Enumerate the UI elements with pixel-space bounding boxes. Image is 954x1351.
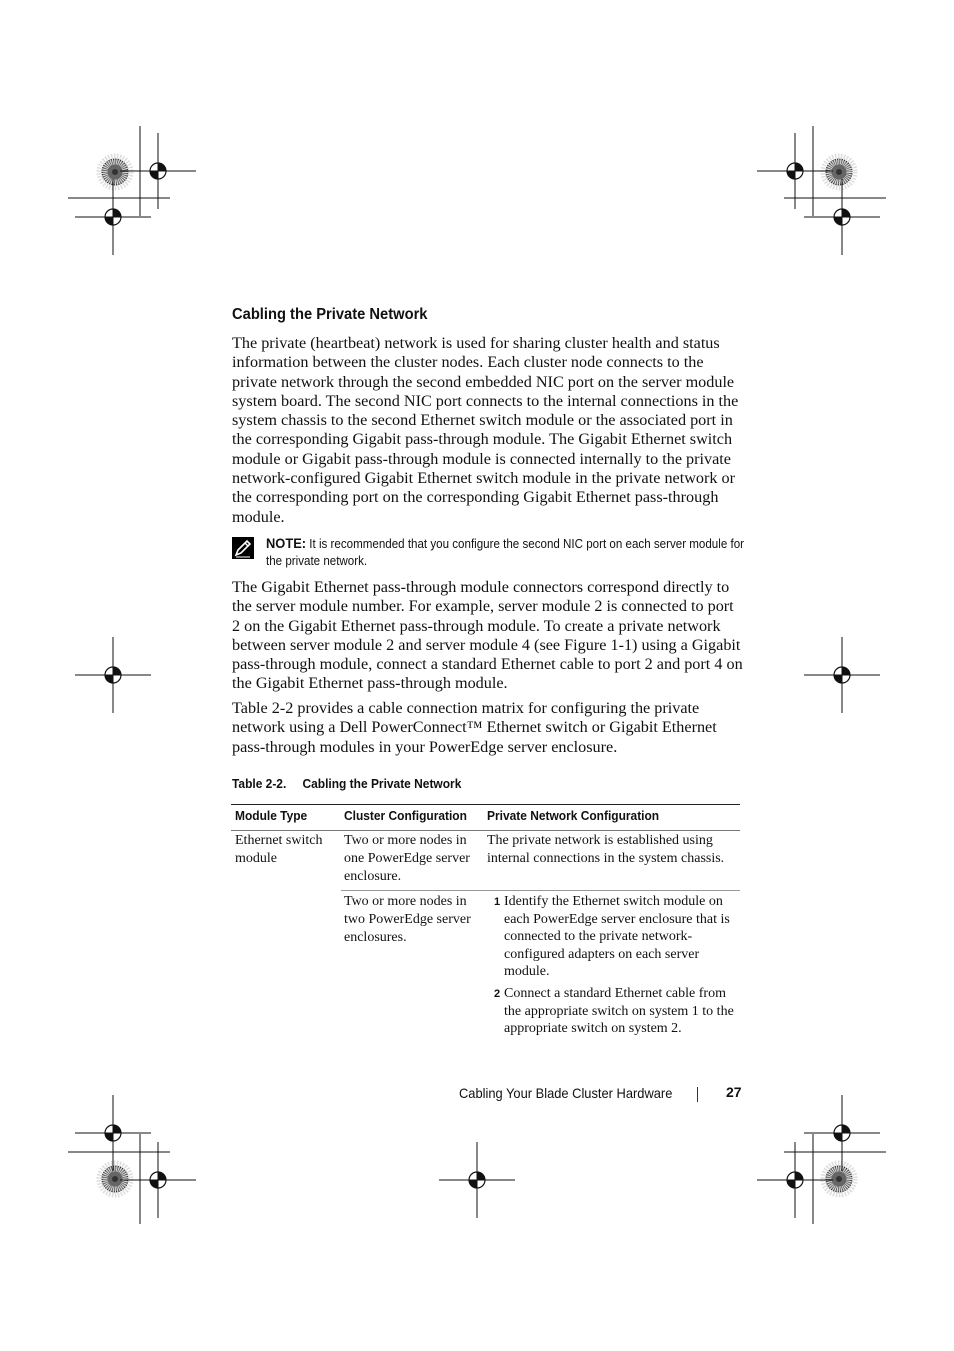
table-row-rule xyxy=(341,890,740,891)
cell-config-row2: Two or more nodes in two PowerEdge server enclosures. xyxy=(344,894,471,945)
header-private-network-configuration: Private Network Configuration xyxy=(487,808,660,823)
footer-title: Cabling Your Blade Cluster Hardware xyxy=(459,1085,673,1101)
section-heading: Cabling the Private Network xyxy=(232,306,428,323)
cell-config-row1: Two or more nodes in one PowerEdge server enclosure. xyxy=(344,833,470,884)
header-cluster-configuration: Cluster Configuration xyxy=(344,808,467,823)
note-label: NOTE: xyxy=(266,535,307,551)
page-number: 27 xyxy=(726,1084,742,1100)
table-caption-number: Table 2-2. xyxy=(232,776,287,791)
step-number: 2 xyxy=(494,988,501,1000)
footer-divider xyxy=(697,1087,698,1102)
step-number: 1 xyxy=(494,896,501,908)
cell-module-type: Ethernet switch module xyxy=(235,833,323,866)
body-paragraph-pass-through: The Gigabit Ethernet pass-through module connectors correspond directly to the server module number. For example, server module 2 is connected to port 2 on the Gigabit Ethernet pass-through module. To create a private network between server module 2 and server module 4 (see Figure 1-1) using a Gigabit pass-through module, connect a standard Ethernet cable to port 2 and port 4 on the Gigabit Ethernet pass-through module. xyxy=(232,578,743,693)
table-caption xyxy=(232,776,461,791)
header-module-type: Module Type xyxy=(235,808,308,823)
note-body: It is recommended that you configure the second NIC port on each server module for the private network. xyxy=(266,537,745,568)
body-paragraph-table-intro: Table 2-2 provides a cable connection matrix for configuring the private network using a Dell PowerConnect™ Ethernet switch or Gigabit Ethernet pass-through modules in your PowerEdge server enclosure. xyxy=(232,699,717,756)
pencil-note-icon xyxy=(232,537,254,559)
step-text: Identify the Ethernet switch module on each PowerEdge server enclosure that is connected to the private network-configured adapters on each server module. xyxy=(504,894,730,980)
body-paragraph-private-network: The private (heartbeat) network is used for sharing cluster health and status information between the cluster nodes. Each cluster node connects to the private network through the second embedded NIC port on the server module system board. The second NIC port connects to the internal connections in the system chassis to the second Ethernet switch module or the associated port in the corresponding Gigabit pass-through module. The Gigabit Ethernet switch module or Gigabit pass-through module is connected internally to the private network-configured Gigabit Ethernet switch module in the private network or the corresponding port on the corresponding Gigabit Ethernet pass-through module. xyxy=(232,334,739,526)
table-header-rule xyxy=(231,830,740,831)
note-text xyxy=(266,535,744,570)
step-text: Connect a standard Ethernet cable from the appropriate switch on system 1 to the appropriate switch on system 2. xyxy=(504,986,734,1037)
table-caption-title: Cabling the Private Network xyxy=(302,776,462,791)
cell-private-row1: The private network is established using internal connections in the system chassis. xyxy=(487,833,725,866)
table-top-rule xyxy=(231,804,740,805)
